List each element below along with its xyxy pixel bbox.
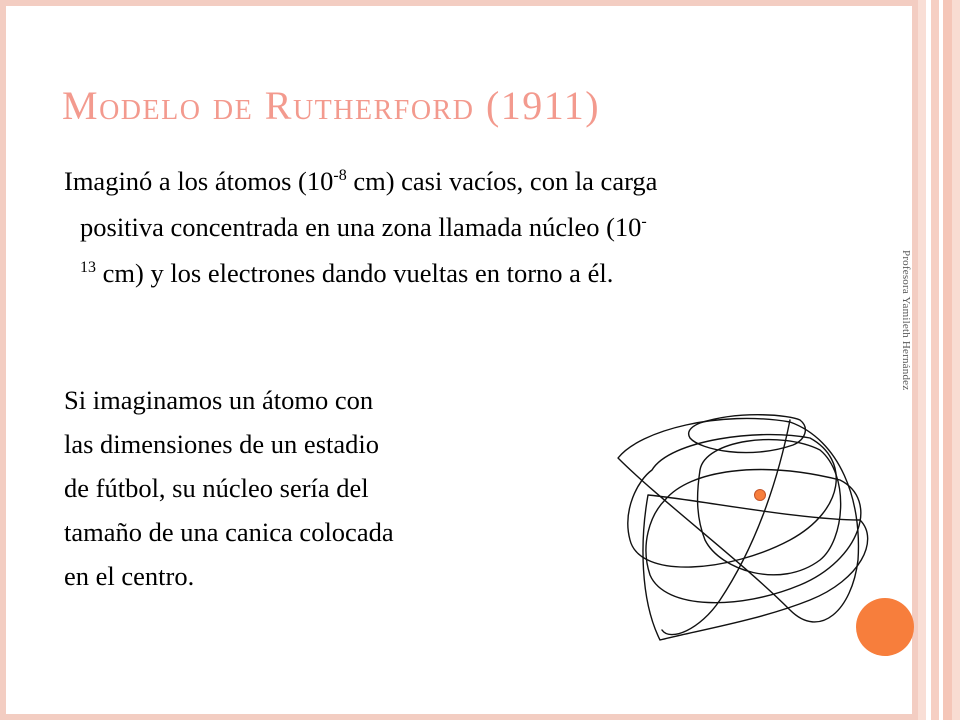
decorative-stripes [918,0,960,720]
stripe [943,0,952,720]
slide-frame-bottom [0,714,918,720]
analogy-line: en el centro. [64,561,195,591]
exponent: -8 [333,167,347,185]
analogy-line: tamaño de una canica colocada [64,517,394,547]
stripe [918,0,926,720]
electron-orbit [618,418,858,622]
slide-frame-top [0,0,918,6]
stripe [931,0,939,720]
exponent: - [641,213,647,231]
para1-text: Imaginó a los átomos (10 [64,166,334,196]
electron-orbit [646,470,861,603]
nucleus [755,490,766,501]
decorative-circle [856,598,914,656]
stripe [952,0,960,720]
rutherford-description [64,158,892,296]
para1-text: cm) y los electrones dando vueltas en torno a él. [96,258,614,288]
electron-orbit [628,435,836,568]
para1-text: cm) casi vacíos, con la carga [346,166,658,196]
para1-text: positiva concentrada en una zona llamada núcleo (10 [80,212,642,242]
electron-orbit [698,440,841,575]
exponent: 13 [80,259,96,277]
slide-frame-left [0,0,6,720]
electron-orbit [643,495,868,640]
analogy-line: las dimensiones de un estadio [64,429,379,459]
analogy-line: Si imaginamos un átomo con [64,385,374,415]
author-sidebar-text: Profesora Yamileth Hernández [900,250,912,391]
atom-orbits-diagram [604,398,874,658]
analogy-line: de fútbol, su núcleo sería del [64,473,369,503]
stadium-analogy [64,378,544,598]
slide-title: Modelo de Rutherford (1911) [62,83,601,128]
